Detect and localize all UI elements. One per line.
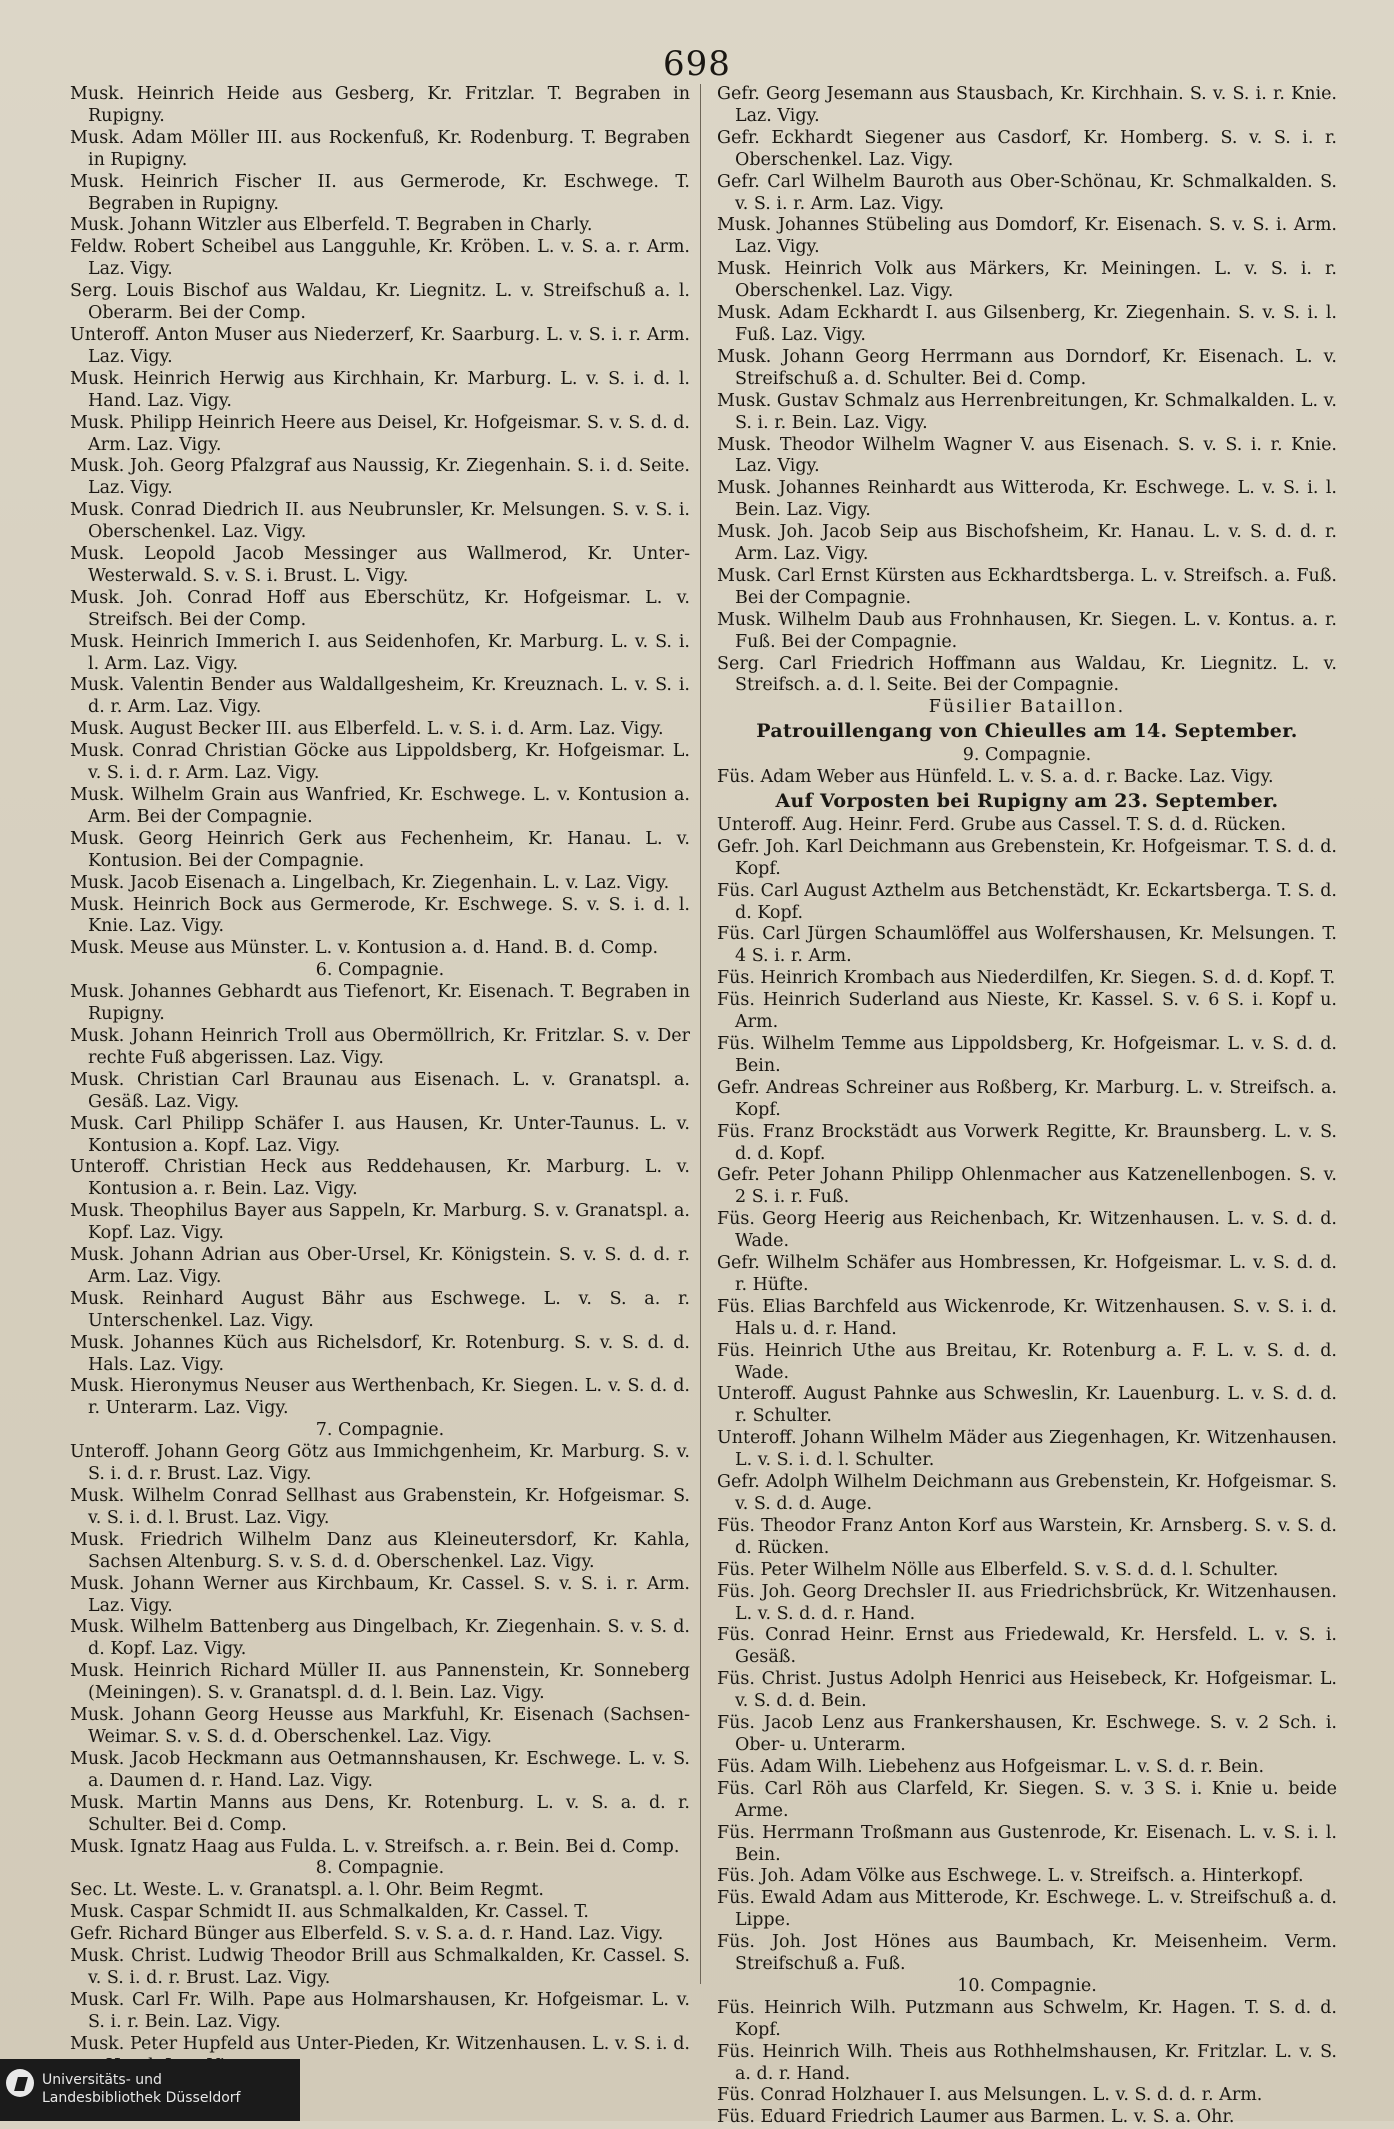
casualty-entry: Füs. Christ. Justus Adolph Henrici aus Heisebeck, Kr. Hofgeismar. L. v. S. d. d. Bein. [717,1669,1337,1712]
casualty-entry: Füs. Ewald Adam aus Mitterode, Kr. Eschwege. L. v. Streifschuß a. d. Lippe. [717,1888,1337,1931]
left-column [70,84,690,2077]
casualty-entry: Füs. Heinrich Suderland aus Nieste, Kr. Kassel. S. v. 6 S. i. Kopf u. Arm. [717,990,1337,1033]
company-heading: 8. Compagnie. [315,1858,445,1879]
casualty-entry: Füs. Joh. Georg Drechsler II. aus Friedrichsbrück, Kr. Witzenhausen. L. v. S. d. d. r. Hand. [717,1581,1337,1624]
company-heading: 6. Compagnie. [315,960,445,981]
casualty-entry: Musk. Joh. Georg Pfalzgraf aus Naussig, Kr. Ziegenhain. S. i. d. Seite. Laz. Vigy. [70,456,690,499]
casualty-entry: Füs. Joh. Adam Völke aus Eschwege. L. v. Streifsch. a. Hinterkopf. [717,1866,1304,1887]
casualty-entry: Musk. Philipp Heinrich Heere aus Deisel, Kr. Hofgeismar. S. v. S. d. d. Arm. Laz. Vigy. [70,412,690,455]
casualty-entry: Musk. Wilhelm Grain aus Wanfried, Kr. Eschwege. L. v. Kontusion a. Arm. Bei der Compagnie. [70,785,690,827]
casualty-entry: Musk. Reinhard August Bähr aus Eschwege. L. v. S. a. r. Unterschenkel. Laz. Vigy. [70,1288,690,1331]
casualty-entry: Musk. Johannes Stübeling aus Domdorf, Kr. Eisenach. S. v. S. i. Arm. Laz. Vigy. [717,215,1337,258]
casualty-entry: Musk. Adam Eckhardt I. aus Gilsenberg, Kr. Ziegenhain. S. v. S. i. l. Fuß. Laz. Vigy. [717,303,1337,345]
casualty-entry: Unteroff. Christian Heck aus Reddehausen, Kr. Marburg. L. v. Kontusion a. r. Bein. Laz. Vigy. [70,1157,690,1200]
casualty-entry: Musk. Christian Carl Braunau aus Eisenach. L. v. Granatspl. a. Gesäß. Laz. Vigy. [70,1069,690,1112]
casualty-entry: Musk. Johann Adrian aus Ober-Ursel, Kr. Königstein. S. v. S. d. d. r. Arm. Laz. Vigy. [70,1245,690,1287]
casualty-entry: Füs. Peter Wilhelm Nölle aus Elberfeld. S. v. S. d. d. l. Schulter. [717,1559,1279,1580]
casualty-entry: Füs. Heinrich Uthe aus Breitau, Kr. Rotenburg a. F. L. v. S. d. d. Wade. [717,1340,1337,1383]
casualty-entry: Musk. Johannes Gebhardt aus Tiefenort, Kr. Eisenach. T. Begraben in Rupigny. [70,982,690,1025]
casualty-entry: Gefr. Georg Jesemann aus Stausbach, Kr. Kirchhain. S. v. S. i. r. Knie. Laz. Vigy. [717,84,1337,126]
casualty-entry: Musk. Johann Witzler aus Elberfeld. T. Begraben in Charly. [70,215,593,236]
casualty-entry: Musk. Theophilus Bayer aus Sappeln, Kr. Marburg. S. v. Granatspl. a. Kopf. Laz. Vigy. [70,1201,690,1244]
casualty-entry: Musk. Meuse aus Münster. L. v. Kontusion a. d. Hand. B. d. Comp. [70,938,659,959]
casualty-entry: Musk. Christ. Ludwig Theodor Brill aus Schmalkalden, Kr. Cassel. S. v. S. i. d. r. Brust. Laz. Vigy. [70,1946,690,1988]
casualty-entry: Musk. Johann Werner aus Kirchbaum, Kr. Cassel. S. v. S. i. r. Arm. Laz. Vigy. [70,1573,690,1616]
casualty-entry: Füs. Theodor Franz Anton Korf aus Warstein, Kr. Arnsberg. S. v. S. d. d. Rücken. [717,1515,1337,1558]
casualty-entry: Füs. Heinrich Wilh. Theis aus Rothhelmshausen, Kr. Fritzlar. L. v. S. a. d. r. Hand. [717,2041,1337,2084]
casualty-entry: Füs. Adam Wilh. Liebehenz aus Hofgeismar. L. v. S. d. r. Bein. [717,1756,1265,1777]
casualty-entry: Gefr. Peter Johann Philipp Ohlenmacher aus Katzenellenbogen. S. v. 2 S. i. r. Fuß. [717,1165,1337,1208]
casualty-entry: Musk. Heinrich Immerich I. aus Seidenhofen, Kr. Marburg. L. v. S. i. l. Arm. Laz. Vigy. [70,631,690,674]
casualty-entry: Musk. Joh. Jacob Seip aus Bischofsheim, Kr. Hanau. L. v. S. d. d. r. Arm. Laz. Vigy. [717,522,1337,565]
casualty-entry: Musk. Wilhelm Battenberg aus Dingelbach, Kr. Ziegenhain. S. v. S. d. d. Kopf. Laz. Vigy. [70,1617,690,1660]
casualty-entry: Gefr. Joh. Karl Deichmann aus Grebenstein, Kr. Hofgeismar. T. S. d. d. Kopf. [717,836,1337,879]
casualty-entry: Füs. Conrad Holzhauer I. aus Melsungen. L. v. S. d. d. r. Arm. [717,2085,1263,2106]
casualty-entry: Musk. Carl Fr. Wilh. Pape aus Holmarshausen, Kr. Hofgeismar. L. v. S. i. r. Bein. Laz. Vigy. [70,1989,690,2032]
casualty-entry: Musk. Joh. Conrad Hoff aus Eberschütz, Kr. Hofgeismar. L. v. Streifsch. Bei der Comp. [70,587,690,630]
casualty-entry: Füs. Carl August Azthelm aus Betchenstädt, Kr. Eckartsberga. T. S. d. d. Kopf. [717,880,1337,923]
casualty-entry: Füs. Carl Jürgen Schaumlöffel aus Wolfershausen, Kr. Melsungen. T. 4 S. i. r. Arm. [717,924,1337,967]
casualty-entry: Musk. Peter Hupfeld aus Unter-Pieden, Kr. Witzenhausen. L. v. S. i. d. [70,2033,690,2054]
company-heading: 10. Compagnie. [957,1975,1097,1996]
casualty-entry: Musk. Adam Möller III. aus Rockenfuß, Kr. Rodenburg. T. Begraben in Rupigny. [70,127,690,170]
casualty-entry: Sec. Lt. Weste. L. v. Granatspl. a. l. Ohr. Beim Regmt. [70,1880,544,1901]
casualty-entry: Musk. Carl Philipp Schäfer I. aus Hausen, Kr. Unter-Taunus. L. v. Kontusion a. Kopf. Laz. Vigy. [70,1113,690,1156]
casualty-entry: Musk. Wilhelm Conrad Sellhast aus Grabenstein, Kr. Hofgeismar. S. v. S. i. d. l. Brust. Laz. Vigy. [70,1486,690,1528]
casualty-entry: Füs. Joh. Jost Hönes aus Baumbach, Kr. Meisenheim. Verm. Streifschuß a. Fuß. [717,1932,1337,1975]
casualty-entry: Musk. Jacob Eisenach a. Lingelbach, Kr. Ziegenhain. L. v. Laz. Vigy. [70,872,670,893]
casualty-entry: Musk. Wilhelm Daub aus Frohnhausen, Kr. Siegen. L. v. Kontus. a. r. Fuß. Bei der Compagnie. [717,609,1337,652]
casualty-entry: Unteroff. August Pahnke aus Schweslin, Kr. Lauenburg. L. v. S. d. d. r. Schulter. [717,1384,1337,1427]
casualty-entry: Musk. August Becker III. aus Elberfeld. L. v. S. i. d. Arm. Laz. Vigy. [70,719,664,740]
casualty-entry: Füs. Eduard Friedrich Laumer aus Barmen. L. v. S. a. Ohr. [717,2107,1235,2128]
casualty-entry: Musk. Martin Manns aus Dens, Kr. Rotenburg. L. v. S. a. d. r. Schulter. Bei d. Comp. [70,1792,690,1835]
casualty-entry: Musk. Johann Georg Heusse aus Markfuhl, Kr. Eisenach (Sachsen-Weimar. S. v. S. d. d. Oberschenkel. Laz. Vigy. [70,1705,690,1747]
company-heading: 9. Compagnie. [962,745,1092,766]
casualty-entry: Füs. Wilhelm Temme aus Lippoldsberg, Kr. Hofgeismar. L. v. S. d. d. Bein. [717,1033,1337,1076]
casualty-entry: Gefr. Wilhelm Schäfer aus Hombressen, Kr. Hofgeismar. L. v. S. d. d. r. Hüfte. [717,1253,1337,1295]
right-column [717,84,1337,2129]
casualty-entry: Füs. Adam Weber aus Hünfeld. L. v. S. a. d. r. Backe. Laz. Vigy. [717,767,1274,788]
casualty-entry: Füs. Conrad Heinr. Ernst aus Friedewald, Kr. Hersfeld. L. v. S. i. Gesäß. [717,1625,1337,1668]
casualty-entry: Füs. Franz Brockstädt aus Vorwerk Regitte, Kr. Braunsberg. L. v. S. d. d. Kopf. [717,1121,1337,1164]
library-name-line1: Universitäts- und [42,2072,162,2088]
casualty-entry: Füs. Herrmann Troßmann aus Gustenrode, Kr. Eisenach. L. v. S. i. l. Bein. [717,1822,1337,1865]
battalion-heading: Füsilier Bataillon. [928,697,1126,718]
casualty-entry: Füs. Jacob Lenz aus Frankershausen, Kr. Eschwege. S. v. 2 Sch. i. Ober- u. Unterarm. [717,1713,1337,1755]
casualty-entry: Musk. Theodor Wilhelm Wagner V. aus Eisenach. S. v. S. i. r. Knie. Laz. Vigy. [717,434,1337,477]
casualty-entry: Musk. Heinrich Heide aus Gesberg, Kr. Fritzlar. T. Begraben in Rupigny. [70,84,690,126]
section-heading: Auf Vorposten bei Rupigny am 23. September. [775,790,1279,812]
page-number: 698 [663,44,731,84]
casualty-entry: Füs. Georg Heerig aus Reichenbach, Kr. Witzenhausen. L. v. S. d. d. Wade. [717,1209,1337,1252]
casualty-entry: Unteroff. Johann Georg Götz aus Immichgenheim, Kr. Marburg. S. v. S. i. d. r. Brust. Laz. Vigy. [70,1442,690,1485]
casualty-entry: Musk. Heinrich Richard Müller II. aus Pannenstein, Kr. Sonneberg (Meiningen). S. v. Granatspl. d. d. l. Bein. Laz. Vigy. [70,1661,690,1704]
casualty-entry: Musk. Johannes Reinhardt aus Witteroda, Kr. Eschwege. L. v. S. i. l. Bein. Laz. Vigy. [717,478,1337,521]
section-heading: Patrouillengang von Chieulles am 14. September. [756,720,1298,743]
casualty-entry: Musk. Hieronymus Neuser aus Werthenbach, Kr. Siegen. L. v. S. d. d. r. Unterarm. Laz. Vigy. [70,1376,690,1419]
casualty-entry: Unteroff. Anton Muser aus Niederzerf, Kr. Saarburg. L. v. S. i. r. Arm. Laz. Vigy. [70,324,690,367]
casualty-entry: Unteroff. Aug. Heinr. Ferd. Grube aus Cassel. T. S. d. d. Rücken. [717,814,1287,835]
casualty-entry: Gefr. Eckhardt Siegener aus Casdorf, Kr. Homberg. S. v. S. i. r. Oberschenkel. Laz. Vigy. [717,127,1337,170]
library-footer [0,2059,300,2121]
casualty-entry: Musk. Friedrich Wilhelm Danz aus Kleineutersdorf, Kr. Kahla, Sachsen Altenburg. S. v. S. d. d. Oberschenkel. Laz. Vigy. [70,1529,690,1572]
casualty-entry: Musk. Gustav Schmalz aus Herrenbreitungen, Kr. Schmalkalden. L. v. S. i. r. Bein. Laz. Vigy. [717,390,1337,433]
casualty-entry: Feldw. Robert Scheibel aus Langguhle, Kr. Kröben. L. v. S. a. r. Arm. Laz. Vigy. [70,237,690,280]
casualty-entry: Füs. Heinrich Krombach aus Niederdilfen, Kr. Siegen. S. d. d. Kopf. T. [717,968,1336,989]
casualty-entry: Musk. Johann Georg Herrmann aus Dorndorf, Kr. Eisenach. L. v. Streifschuß a. d. Schulter. Bei d. Comp. [717,346,1337,389]
ulb-logo-icon [6,2069,34,2097]
casualty-entry: Musk. Conrad Diedrich II. aus Neubrunsler, Kr. Melsungen. S. v. S. i. Oberschenkel. Laz. Vigy. [70,500,690,543]
casualty-entry: Musk. Heinrich Bock aus Germerode, Kr. Eschwege. S. v. S. i. d. l. Knie. Laz. Vigy. [70,894,690,937]
casualty-entry: Gefr. Carl Wilhelm Bauroth aus Ober-Schönau, Kr. Schmalkalden. S. v. S. i. r. Arm. Laz. Vigy. [717,171,1337,214]
casualty-entry: Serg. Louis Bischof aus Waldau, Kr. Liegnitz. L. v. Streifschuß a. l. Oberarm. Bei der Comp. [70,281,690,324]
library-name [42,2071,240,2107]
casualty-entry: Füs. Carl Röh aus Clarfeld, Kr. Siegen. S. v. 3 S. i. Knie u. beide Arme. [717,1778,1337,1821]
casualty-entry: Musk. Carl Ernst Kürsten aus Eckhardtsberga. L. v. Streifsch. a. Fuß. Bei der Compagnie. [717,565,1337,608]
casualty-entry: Musk. Jacob Heckmann aus Oetmannshausen, Kr. Eschwege. L. v. S. a. Daumen d. r. Hand. Laz. Vigy. [70,1748,690,1791]
casualty-entry: Unteroff. Johann Wilhelm Mäder aus Ziegenhagen, Kr. Witzenhausen. L. v. S. i. d. l. Schulter. [717,1428,1337,1471]
casualty-entry: Musk. Leopold Jacob Messinger aus Wallmerod, Kr. Unter-Westerwald. S. v. S. i. Brust. L. Vigy. [70,544,690,586]
casualty-entry: Gefr. Andreas Schreiner aus Roßberg, Kr. Marburg. L. v. Streifsch. a. Kopf. [717,1077,1337,1120]
casualty-entry: Füs. Elias Barchfeld aus Wickenrode, Kr. Witzenhausen. S. v. S. i. d. Hals u. d. r. Hand. [717,1296,1337,1339]
casualty-entry: Musk. Heinrich Fischer II. aus Germerode, Kr. Eschwege. T. Begraben in Rupigny. [70,171,690,214]
casualty-entry: Gefr. Adolph Wilhelm Deichmann aus Grebenstein, Kr. Hofgeismar. S. v. S. d. d. Auge. [717,1472,1337,1514]
casualty-entry: Gefr. Richard Bünger aus Elberfeld. S. v. S. a. d. r. Hand. Laz. Vigy. [70,1924,664,1945]
column-divider [700,84,701,1984]
casualty-entry: Füs. Heinrich Wilh. Putzmann aus Schwelm, Kr. Hagen. T. S. d. d. Kopf. [717,1997,1337,2040]
library-name-line2: Landesbibliothek Düsseldorf [42,2090,241,2106]
casualty-entry: Musk. Georg Heinrich Gerk aus Fechenheim, Kr. Hanau. L. v. Kontusion. Bei der Compagnie. [70,828,690,871]
casualty-entry: Musk. Conrad Christian Göcke aus Lippoldsberg, Kr. Hofgeismar. L. v. S. i. d. r. Arm. Laz. Vigy. [70,741,690,784]
casualty-entry: Musk. Valentin Bender aus Waldallgesheim, Kr. Kreuznach. L. v. S. i. d. r. Arm. Laz. Vigy. [70,675,690,718]
casualty-entry: Musk. Heinrich Herwig aus Kirchhain, Kr. Marburg. L. v. S. i. d. l. Hand. Laz. Vigy. [70,368,690,411]
company-heading: 7. Compagnie. [315,1420,445,1441]
casualty-entry: Musk. Ignatz Haag aus Fulda. L. v. Streifsch. a. r. Bein. Bei d. Comp. [70,1836,680,1857]
casualty-entry: Musk. Johann Heinrich Troll aus Obermöllrich, Kr. Fritzlar. S. v. Der rechte Fuß abgerissen. Laz. Vigy. [70,1025,690,1068]
casualty-entry: Musk. Heinrich Volk aus Märkers, Kr. Meiningen. L. v. S. i. r. Oberschenkel. Laz. Vigy. [717,259,1337,302]
casualty-entry: Serg. Carl Friedrich Hoffmann aus Waldau, Kr. Liegnitz. L. v. Streifsch. a. d. l. Seite. Bei der Compagnie. [717,653,1337,696]
casualty-entry: Musk. Johannes Küch aus Richelsdorf, Kr. Rotenburg. S. v. S. d. d. Hals. Laz. Vigy. [70,1332,690,1375]
casualty-entry: Musk. Caspar Schmidt II. aus Schmalkalden, Kr. Cassel. T. [70,1902,589,1923]
